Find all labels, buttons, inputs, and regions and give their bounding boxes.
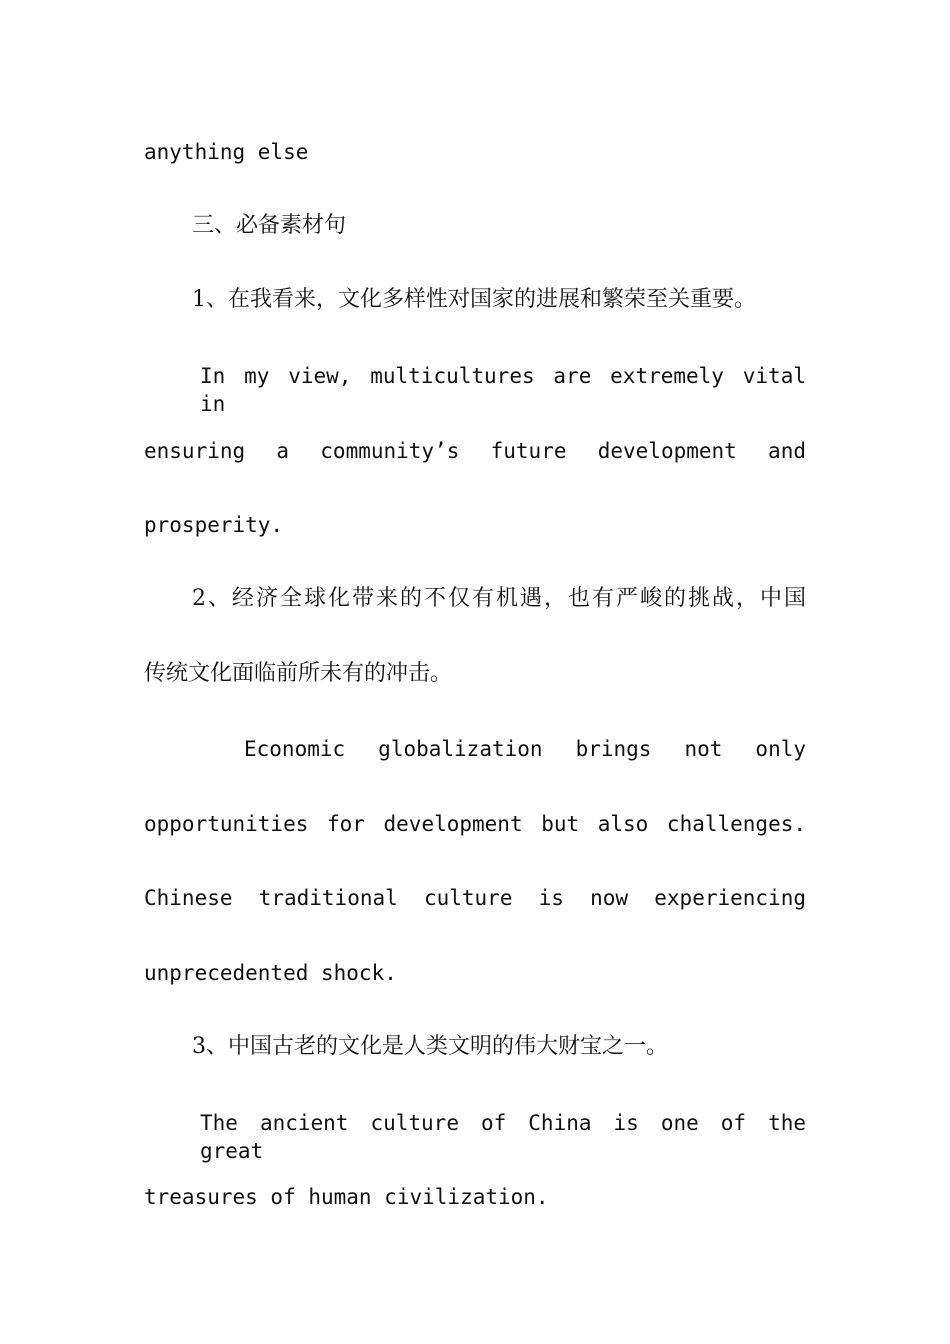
sentence-2-english-line-3: Chinese traditional culture is now experiencing — [144, 886, 806, 910]
sentence-3-english-line-1: The ancient culture of China is one of the great — [200, 1111, 806, 1163]
sentence-1-english-line-3: prosperity. — [144, 513, 284, 537]
sentence-1-english-line-2: ensuring a community’s future development and — [144, 439, 806, 463]
sentence-3-chinese: 3、中国古老的文化是人类文明的伟大财宝之一。 — [192, 1034, 668, 1059]
sentence-2-chinese-line-2: 传统文化面临前所未有的冲击。 — [144, 661, 453, 686]
sentence-1-chinese: 1、在我看来，文化多样性对国家的进展和繁荣至关重要。 — [192, 287, 756, 312]
sentence-2-english-line-1: Economic globalization brings not only — [244, 737, 806, 761]
sentence-2-english-line-2: opportunities for development but also challenges. — [144, 812, 806, 836]
section-heading: 三、必备素材句 — [192, 213, 347, 238]
sentence-2-english-line-4: unprecedented shock. — [144, 961, 397, 985]
sentence-1-english-line-1: In my view, multicultures are extremely vital in — [200, 364, 806, 416]
sentence-3-english-line-2: treasures of human civilization. — [144, 1185, 549, 1209]
text-line-continuation: anything else — [144, 140, 309, 164]
sentence-2-chinese-line-1: 2、经济全球化带来的不仅有机遇，也有严峻的挑战，中国 — [192, 586, 806, 611]
